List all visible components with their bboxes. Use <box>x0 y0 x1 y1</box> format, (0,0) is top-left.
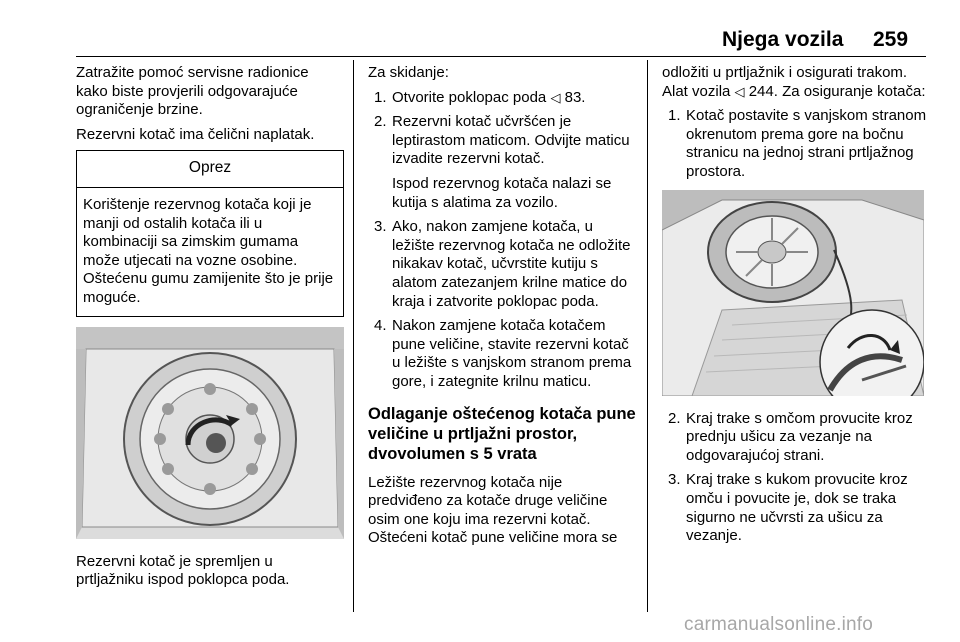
paragraph-text: Za osiguranje kotača: <box>782 82 926 100</box>
paragraph: Ležište rezervnog kotača nije predviđeno za kotače druge veličine osim one koju ima rezervni kotač. Oštećeni kotač pune veličine mora se <box>368 473 618 547</box>
removal-steps <box>368 89 636 392</box>
caution-box <box>76 150 344 316</box>
list-item <box>368 113 636 212</box>
column-3 <box>662 64 930 552</box>
watermark-text: carmanualsonline.info <box>684 614 874 635</box>
step-text: Kotač postavite s vanjskom stranom okrenutom prema gore na bočnu stranicu na jednoj strani prtljažnog prostora. <box>686 107 927 180</box>
step-text: Nakon zamjene kotača kotačem pune veličine, stavite rezervni kotač u ležište s vanjskom stranom prema gore, i zategnite krilnu maticu. <box>392 317 632 390</box>
column-divider <box>353 60 354 612</box>
step-subtext: Ispod rezervnog kotača nalazi se kutija s alatima za vozilo. <box>392 174 612 211</box>
list-item <box>662 410 930 466</box>
caution-title: Oprez <box>77 151 343 188</box>
paragraph: Rezervni kotač ima čelični naplatak. <box>76 125 315 143</box>
list-item <box>368 317 636 391</box>
triangle-right-icon: ◁ <box>550 89 561 105</box>
paragraph <box>662 64 930 101</box>
header-rule <box>76 56 926 57</box>
column-2 <box>368 64 636 554</box>
step-number: 3. <box>668 471 681 489</box>
step-number: 3. <box>374 218 387 236</box>
list-item <box>662 471 930 545</box>
step-number: 2. <box>668 409 681 427</box>
paragraph: Zatražite pomoć servisne radionice kako biste provjerili odgovarajuće ograničenje brzine. <box>76 64 309 119</box>
securing-steps <box>662 107 930 181</box>
step-number: 1. <box>668 107 681 125</box>
step-text: Rezervni kotač učvršćen je leptirastom maticom. Odvijte maticu izvadite rezervni kotač. <box>392 113 630 168</box>
page-reference-link[interactable]: 244. <box>748 82 778 100</box>
paragraph-text: odložiti u prtljažnik i osigurati trakom. Alat vozila <box>662 64 908 100</box>
list-item <box>368 218 636 311</box>
figure-caption: Rezervni kotač je spremljen u prtljažniku ispod poklopca poda. <box>76 552 290 589</box>
step-text: Otvorite poklopac poda <box>392 88 547 106</box>
trunk-strap-figure <box>662 190 924 396</box>
step-number: 2. <box>374 113 387 131</box>
step-text: Kraj trake s kukom provucite kroz omču i povucite je, dok se traka sigurno ne učvrsti za ušicu za vezanje. <box>686 471 908 545</box>
step-text: Ako, nakon zamjene kotača, u ležište rezervnog kotača ne odložite nikakav kotač, učvrstite kutiju s alatom zatezanjem krilne matice do kraja i zatvorite poklopac poda. <box>392 218 631 310</box>
step-number: 1. <box>374 88 387 106</box>
triangle-right-icon: ◁ <box>734 83 745 99</box>
list-item <box>368 89 636 108</box>
column-divider <box>647 60 648 612</box>
spare-wheel-figure <box>76 327 344 539</box>
column-1 <box>76 64 344 596</box>
caution-text: Korištenje rezervnog kotača koji je manji od ostalih kotača ili u kombinaciji sa zimskim gumama može utjecati na vozne osobine. Oštećenu gumu zamijenite što je prije moguće. <box>83 195 334 306</box>
page-title: Njega vozila <box>722 28 844 51</box>
paragraph: Za skidanje: <box>368 64 449 81</box>
securing-steps-continued <box>662 410 930 546</box>
list-item <box>662 107 930 181</box>
page-header <box>0 0 960 56</box>
step-text: Kraj trake s omčom provucite kroz prednju ušicu za vezanje na odgovarajućoj strani. <box>686 409 913 464</box>
step-number: 4. <box>374 317 387 335</box>
page-number: 259 <box>873 28 909 51</box>
page-reference-link[interactable]: 83. <box>564 88 586 106</box>
section-heading: Odlaganje oštećenog kotača pune veličine u prtljažni prostor, dvovolumen s 5 vrata <box>368 404 636 463</box>
